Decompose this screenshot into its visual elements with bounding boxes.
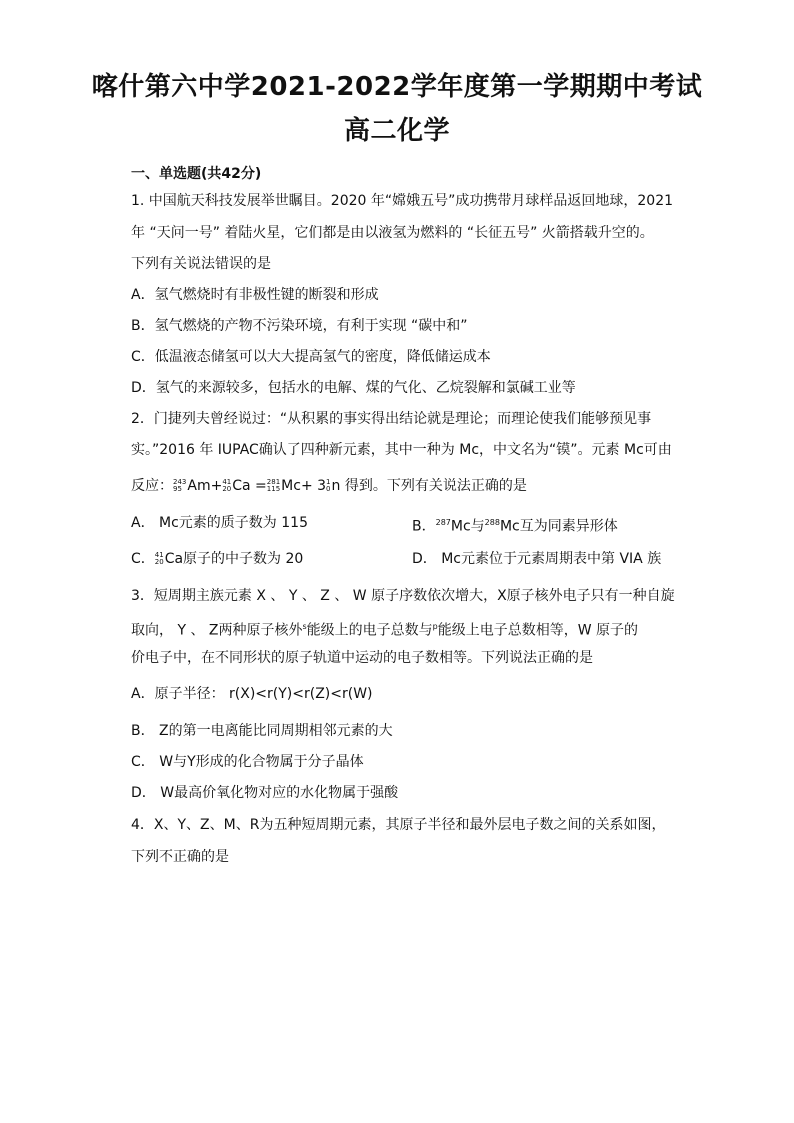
q2-stem-line-2: 实。”2016 年 IUPAC确认了四种新元素，其中一种为 Mc，中文名为“镆”。元素 Mc可由 [131,442,672,458]
exam-title: 喀什第六中学2021-2022学年度第一学期期中考试 [91,72,703,102]
q2-option-b-mass-2: 288 [484,518,500,527]
q4-stem-line-2: 下列不正确的是 [131,849,229,865]
q4-stem-line-1: 4．X、Y、Z、M、R为五种短周期元素，其原子半径和最外层电子数之间的关系如图， [131,817,666,833]
q3-option-a: A．原子半径： r(X)<r(Y)<r(Z)<r(W) [131,686,373,702]
q3-option-b: B． Z的第一电离能比同周期相邻元素的大 [131,723,393,739]
exam-subtitle: 高二化学 [343,116,450,146]
n-symbol-and-tail: n 得到。下列有关说法正确的是 [331,478,527,494]
n-mass-number: 1 [326,478,331,486]
q3-stem-line-2-a: 取向， Y 、 Z两种原子核外 [131,622,303,639]
q1-option-c: C．低温液态储氢可以大大提高氢气的密度，降低储运成本 [131,349,491,365]
q3-option-c: C． W与Y形成的化合物属于分子晶体 [131,754,364,770]
mc-symbol: Mc+ 3 [281,478,327,494]
q2-option-b-letter: B． [412,518,436,535]
am-atomic-number: 95 [173,485,182,493]
am-nuclide-numbers [173,479,186,493]
q2-option-c-letter: C． [131,551,155,567]
q2-option-c [131,550,303,568]
q2-option-b [412,514,618,536]
q2-option-c-mass: 41 [154,551,164,559]
mc-mass-number: 281 [266,478,281,486]
q2-option-d: D． Mc元素位于元素周期表中第 VIA 族 [412,551,662,567]
q2-stem-line-1: 2．门捷列夫曾经说过：“从积累的事实得出结论就是理论；而理论使我们能够预见事 [131,411,652,427]
mc-nuclide-numbers [267,479,280,493]
q2-option-c-atomic-number: 20 [154,558,164,566]
section-heading: 一、单选题(共42分) [131,166,262,182]
q3-stem-line-1: 3．短周期主族元素 X 、 Y 、 Z 、 W 原子序数依次增大，X原子核外电子只有一种自旋 [131,588,675,604]
ca-symbol: Ca = [232,478,267,494]
q3-p-orbital: p [432,622,438,631]
q2-option-a: A． Mc元素的质子数为 115 [131,515,308,531]
ca-nuclide-numbers [222,479,231,493]
q3-stem-line-2-c: 能级上电子总数相等，W 原子的 [437,622,639,639]
mc-atomic-number: 115 [266,485,281,493]
q2-option-b-tail: Mc互为同素异形体 [499,518,618,535]
q1-option-a: A．氢气燃烧时有非极性键的断裂和形成 [131,287,379,303]
am-symbol: Am+ [187,478,223,494]
q3-stem-line-2 [131,618,638,640]
q3-stem-line-3: 价电子中，在不同形状的原子轨道中运动的电子数相等。下列说法正确的是 [131,650,593,666]
q3-option-d: D． W最高价氧化物对应的水化物属于强酸 [131,785,399,801]
n-nuclide-numbers [326,479,330,493]
q3-stem-line-2-b: 能级上的电子总数与 [306,622,433,639]
q2-option-c-nuclide-numbers [155,552,164,566]
q1-option-d: D．氢气的来源较多，包括水的电解、煤的气化、乙烷裂解和氯碱工业等 [131,380,576,396]
am-mass-number: 243 [173,478,187,486]
q1-option-b: B．氢气燃烧的产物不污染环境，有利于实现 “碳中和” [131,318,468,334]
q2-option-c-tail: Ca原子的中子数为 20 [164,551,304,567]
q2-option-b-mass-1: 287 [435,518,451,527]
q1-stem-line-3: 下列有关说法错误的是 [131,256,271,272]
q1-stem-line-2: 年 “天问一号” 着陆火星，它们都是由以液氢为燃料的 “长征五号” 火箭搭载升空的。 [131,225,654,241]
ca-atomic-number: 20 [222,485,232,493]
ca-mass-number: 41 [222,478,232,486]
n-atomic-number: 0 [326,485,331,493]
q2-option-b-mid: Mc与 [450,518,485,535]
q3-s-orbital: s [302,622,307,631]
q2-reaction-prefix: 反应： [131,478,173,494]
q2-reaction-line [131,477,527,495]
q1-stem-line-1: 1. 中国航天科技发展举世瞩目。2020 年“嫦娥五号”成功携带月球样品返回地球，2021 [131,193,674,209]
